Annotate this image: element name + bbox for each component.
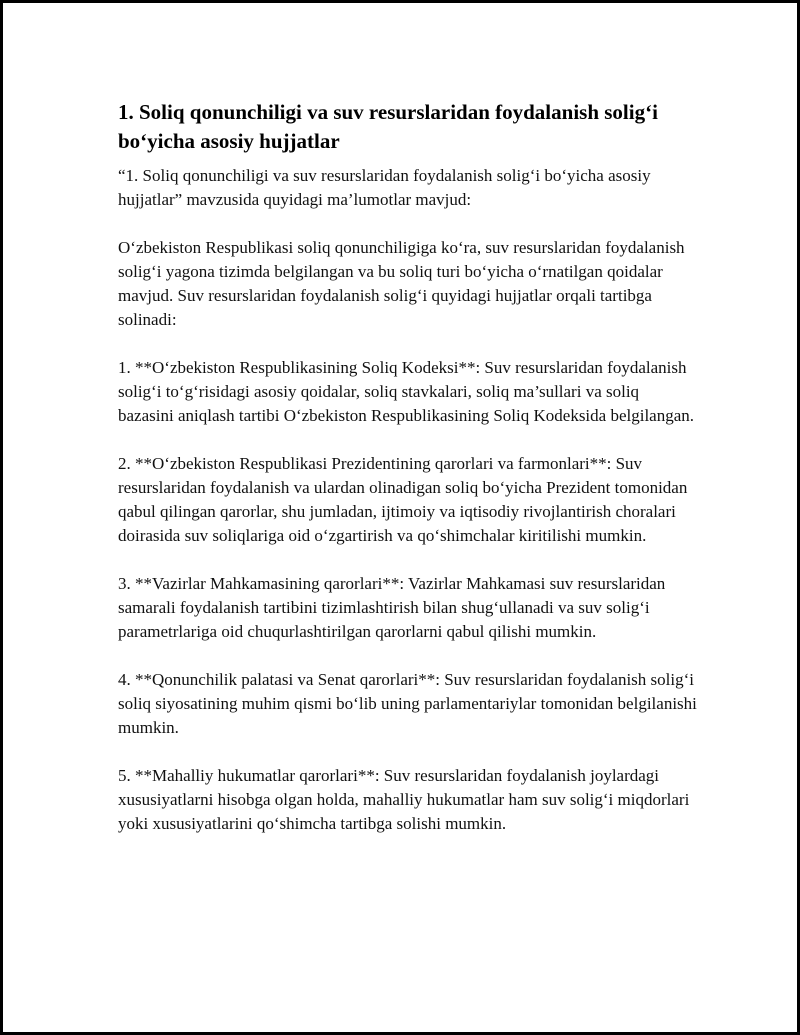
document-title: 1. Soliq qonunchiligi va suv resurslaridan foydalanish solig‘i bo‘yicha asosiy hujjatlar [118,100,658,153]
document-content [118,98,698,836]
document-body: “1. Soliq qonunchiligi va suv resurslaridan foydalanish solig‘i bo‘yicha asosiy hujjatlar” mavzusida quyidagi ma’lumotlar mavjud: O‘zbekiston Respublikasi soliq qonunchiligiga ko‘ra, suv resurslaridan foydalanish solig‘i yagona tizimda belgilangan va bu soliq turi bo‘yicha o‘rnatilgan qoidalar mavjud. Suv resurslaridan foydalanish solig‘i quyidagi hujjatlar orqali tartibga solinadi: 1. **O‘zbekiston Respublikasining Soliq Kodeksi**: Suv resurslaridan foydalanish solig‘i to‘g‘risidagi asosiy qoidalar, soliq stavkalari, soliq ma’sullari va soliq bazasini aniqlash tartibi O‘zbekiston Respublikasining Soliq Kodeksida belgilangan. 2. **O‘zbekiston Respublikasi Prezidentining qarorlari va farmonlari**: Suv resurslaridan foydalanish va ulardan olinadigan soliq bo‘yicha Prezident tomonidan qabul qilingan qarorlar, shu jumladan, ijtimoiy va iqtisodiy rivojlantirish choralari doirasida suv soliqlariga oid o‘zgartirish va qo‘shimchalar kiritilishi mumkin. 3. **Vazirlar Mahkamasining qarorlari**: Vazirlar Mahkamasi suv resurslaridan samarali foydalanish tartibini tizimlashtirish bilan shug‘ullanadi va suv solig‘i parametrlariga oid chuqurlashtirilgan qarorlarni qabul qilishi mumkin. 4. **Qonunchilik palatasi va Senat qarorlari**: Suv resurslaridan foydalanish solig‘i soliq siyosatining muhim qismi bo‘lib uning parlamentariylar tomonidan belgilanishi mumkin. 5. **Mahalliy hukumatlar qarorlari**: Suv resurslaridan foydalanish joylardagi xususiyatlarni hisobga olgan holda, mahalliy hukumatlar ham suv solig‘i miqdorlari yoki xususiyatlarini qo‘shimcha tartibga solishi mumkin. [118,166,697,833]
